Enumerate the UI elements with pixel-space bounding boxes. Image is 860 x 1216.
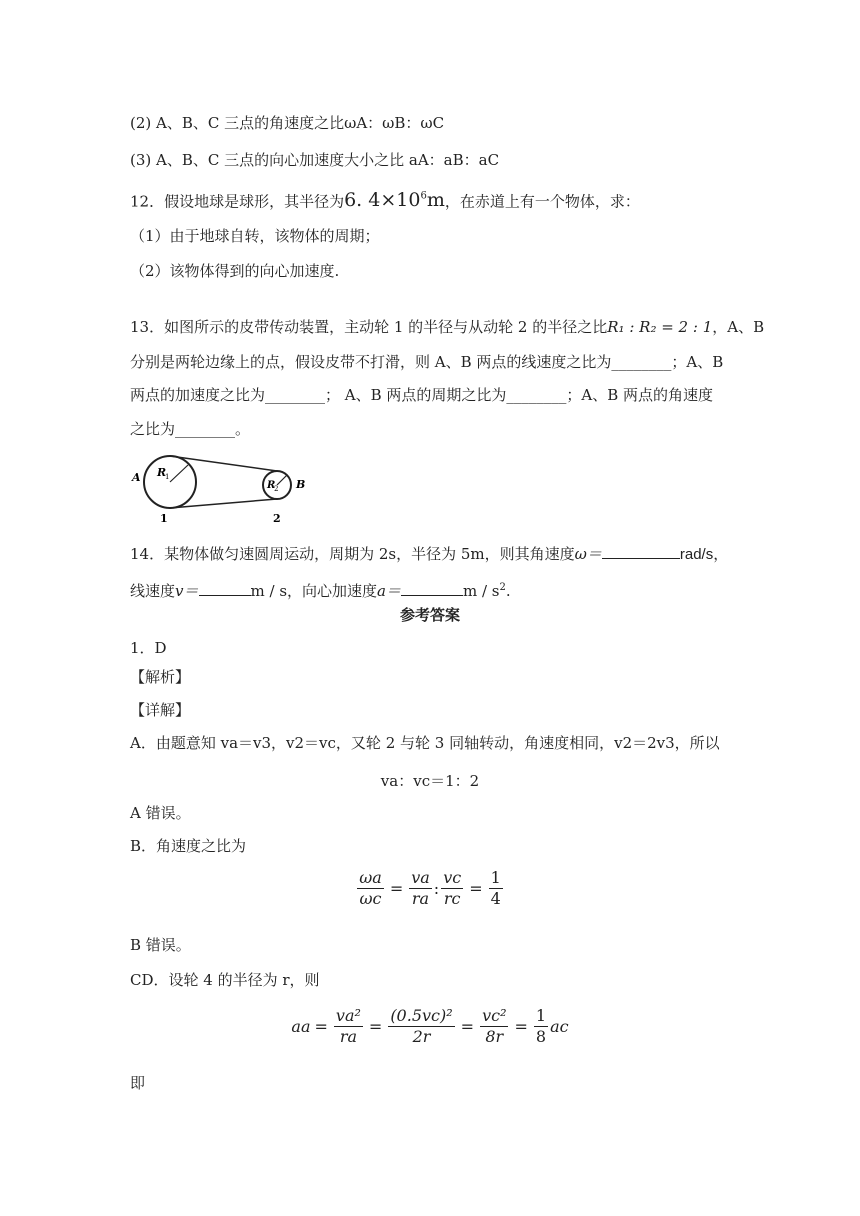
cd-frac-2-num: (0.5vc)² — [390, 1006, 453, 1025]
frac-result — [489, 868, 503, 909]
belt-top — [170, 456, 277, 471]
cd-frac-1 — [334, 1006, 363, 1047]
analysis-heading: 【解析】 — [130, 668, 191, 686]
cd-frac-4-num: 1 — [535, 1006, 547, 1025]
cd-frac-1-num: va² — [335, 1006, 361, 1025]
q13-line1-prefix: 13．如图所示的皮带传动装置，主动轮 1 的半径与从动轮 2 的半径之比 — [130, 318, 608, 336]
cd-rhs: ac — [550, 1017, 569, 1036]
q14-line2 — [130, 578, 511, 601]
option-a-verdict: A 错误。 — [130, 804, 191, 822]
frac-omega — [357, 868, 384, 909]
frac-result-den: 4 — [490, 889, 501, 908]
cd-eq-3: = — [460, 1017, 475, 1036]
frac-rc-den: rc — [443, 889, 461, 908]
belt-drive-figure — [130, 448, 310, 528]
q12-radius-unit: m — [426, 189, 445, 212]
cd-eq-1: = — [314, 1017, 328, 1036]
equals-sign-2: = — [469, 879, 483, 898]
frac-va-ra — [409, 868, 432, 909]
cd-frac-3 — [480, 1006, 508, 1047]
cd-frac-2-den: 2r — [412, 1027, 431, 1046]
ji-text: 即 — [130, 1074, 146, 1092]
q14-v-blank[interactable] — [199, 581, 251, 596]
q14-a-sym: a＝ — [377, 582, 401, 600]
q12-radius-exp: 6 — [420, 191, 427, 202]
detail-heading: 【详解】 — [130, 701, 191, 719]
radius-2-arrow — [277, 475, 287, 485]
answers-title: 参考答案 — [399, 606, 460, 624]
fig-label-r2-sub: 2 — [274, 485, 279, 493]
q14-omega: ω＝ — [574, 545, 602, 563]
q14-v-unit: m / s — [250, 582, 288, 600]
option-b-text: B．角速度之比为 — [130, 837, 247, 855]
frac-ra-den: ra — [411, 889, 430, 908]
q14-v-label: 线速度 — [130, 582, 176, 600]
q14-a-blank[interactable] — [401, 581, 463, 596]
cd-frac-4 — [534, 1006, 548, 1047]
q14-a-unit: m / s — [462, 582, 500, 600]
cd-frac-4-den: 8 — [535, 1027, 547, 1046]
q14-a-unit-exp: 2 — [499, 582, 506, 593]
option-b-verdict: B 错误。 — [130, 936, 191, 954]
q12-radius — [344, 189, 445, 211]
cd-frac-2 — [388, 1006, 454, 1047]
q11-part2: (2) A、B、C 三点的角速度之比ωA：ωB：ωC — [130, 114, 445, 132]
q12-part1: （1）由于地球自转，该物体的周期； — [130, 227, 380, 245]
option-a-equation: va：vc＝1：2 — [380, 772, 480, 790]
cd-eq-2: = — [368, 1017, 383, 1036]
colon-sign: : — [433, 879, 440, 898]
q11-part3: (3) A、B、C 三点的向心加速度大小之比 aA：aB：aC — [130, 151, 500, 169]
fig-label-r1: R — [157, 466, 167, 479]
option-cd-equation — [0, 1006, 860, 1047]
q13-ratio: R₁ : R₂ = 2 : 1 — [607, 318, 713, 336]
frac-omega-num: ωa — [359, 868, 382, 887]
q12-stem-suffix: ，在赤道上有一个物体，求： — [444, 192, 640, 211]
cd-frac-3-den: 8r — [485, 1027, 504, 1046]
fig-label-2: 2 — [273, 512, 281, 525]
option-b-equation — [0, 868, 860, 909]
cd-frac-1-den: ra — [339, 1027, 357, 1046]
q14-line1-prefix: 14．某物体做匀速圆周运动，周期为 2s，半径为 5m，则其角速度 — [130, 545, 575, 563]
q13-line3: 两点的加速度之比为________； A、B 两点的周期之比为________；A、B 两点的角速度 — [130, 386, 714, 404]
q12-radius-value: 6. 4×10 — [344, 189, 421, 212]
q14-line1 — [130, 544, 728, 565]
frac-omega-den: ωc — [359, 889, 382, 908]
q14-end: . — [505, 582, 511, 600]
q14-v-sym: v＝ — [175, 582, 199, 600]
fig-label-b: B — [296, 478, 306, 491]
equals-sign: = — [389, 879, 404, 898]
q12-part2: （2）该物体得到的向心加速度. — [130, 262, 340, 280]
q12-stem — [130, 187, 640, 211]
fig-label-r2: R — [267, 480, 276, 491]
q13-line1 — [130, 317, 764, 337]
answer-q1: 1．D — [130, 639, 167, 657]
fig-label-r1-sub: 1 — [165, 473, 170, 481]
fig-label-1: 1 — [160, 512, 168, 525]
option-cd-text: CD．设轮 4 的半径为 r，则 — [130, 971, 320, 989]
q14-omega-blank[interactable] — [602, 544, 680, 559]
cd-eq-4: = — [514, 1017, 528, 1036]
q13-line1-suffix: ，A、B — [712, 318, 765, 336]
fig-label-a: A — [132, 471, 141, 484]
frac-va-num: va — [411, 868, 430, 887]
q12-stem-prefix: 12．假设地球是球形，其半径为 — [130, 192, 345, 211]
q14-a-label: ，向心加速度 — [287, 582, 378, 600]
q13-line4: 之比为________。 — [130, 420, 251, 438]
frac-vc-rc — [441, 868, 463, 909]
q14-omega-unit: rad/s， — [679, 546, 729, 563]
frac-vc-num: vc — [443, 868, 462, 887]
q13-line2: 分别是两轮边缘上的点，假设皮带不打滑，则 A、B 两点的线速度之比为________；A、B — [130, 353, 724, 371]
frac-result-num: 1 — [490, 868, 501, 887]
radius-1-arrow — [170, 465, 188, 482]
cd-lhs: aa — [291, 1017, 311, 1036]
cd-frac-3-num: vc² — [482, 1006, 507, 1025]
option-a-text: A．由题意知 va＝v3，v2＝vc，又轮 2 与轮 3 同轴转动，角速度相同，v2＝2v3，所以 — [130, 734, 720, 752]
